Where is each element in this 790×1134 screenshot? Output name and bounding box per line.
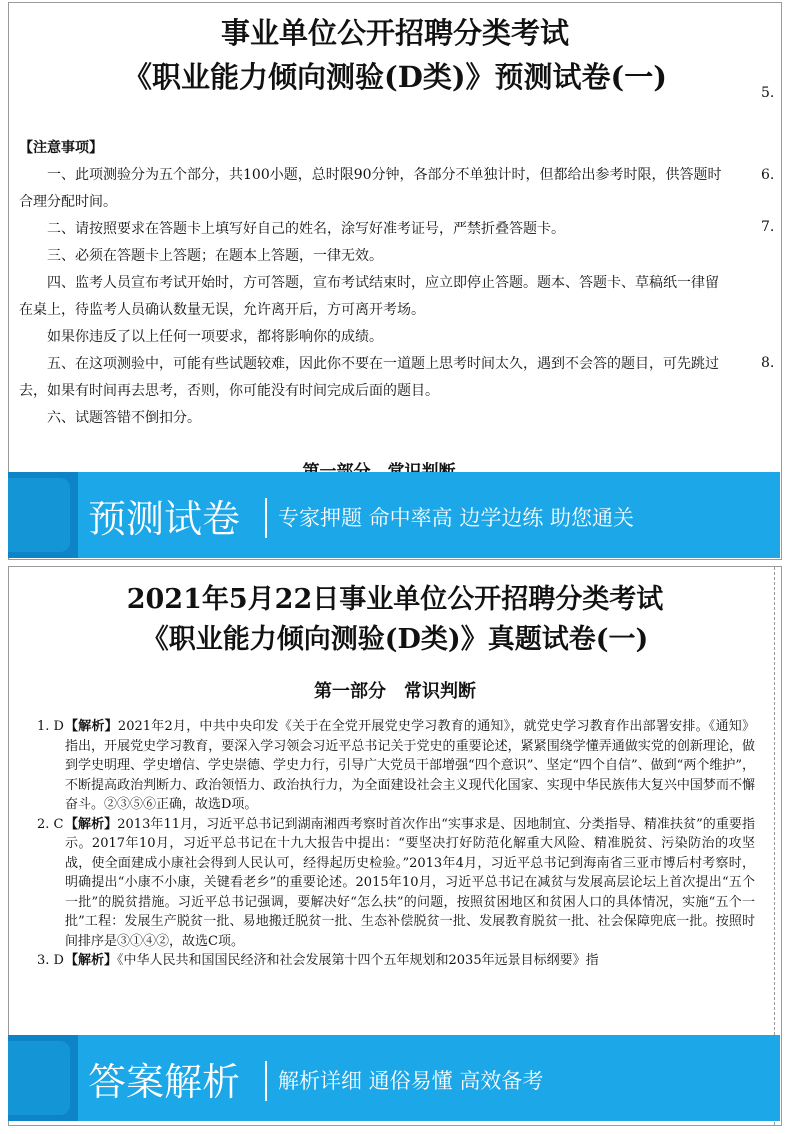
answer-item: [37, 815, 755, 952]
analysis-tag: 【解析】: [65, 953, 118, 968]
banner-accent-tab: [8, 478, 70, 552]
banner-accent-tab: [8, 1041, 70, 1115]
side-question-number: 7.: [761, 219, 775, 235]
banner-divider: [265, 1061, 267, 1101]
banner-title: 预测试卷: [88, 497, 241, 541]
answer-item: [37, 951, 755, 971]
note-item: 六、试题答错不倒扣分。: [47, 410, 201, 426]
answer-number: 3. D: [37, 953, 64, 968]
banner-divider: [265, 498, 267, 538]
paper-title-line1: 事业单位公开招聘分类考试: [220, 16, 569, 50]
side-question-number: 6.: [761, 167, 775, 183]
note-item: 四、监考人员宣布考试开始时，方可答题，宣布考试结束时，应立即停止答题。题本、答题卡、草稿纸一律留在桌上，待监考人员确认数量无误，允许离开后，方可离开考场。: [19, 275, 719, 318]
exam-title-line1: 2021年5月22日事业单位公开招聘分类考试: [126, 584, 664, 615]
banner-slogan: 专家押题 命中率高 边学边练 助您通关: [278, 506, 635, 530]
analysis-tag: 【解析】: [65, 816, 118, 832]
answer-text: 《中华人民共和国国民经济和社会发展第十四个五年规划和2035年远景目标纲要》指: [117, 953, 599, 968]
section-heading: 第一部分 常识判断: [314, 681, 476, 702]
paper-title-line2: 《职业能力倾向测验(D类)》预测试卷(一): [122, 60, 668, 94]
notes-heading: 【注意事项】: [19, 140, 103, 156]
exam-notes: [19, 135, 724, 432]
answer-item: [37, 717, 755, 815]
note-item: 三、必须在答题卡上答题；在题本上答题，一律无效。: [47, 248, 383, 264]
banner-title: 答案解析: [88, 1060, 241, 1104]
answer-text: 2013年11月，习近平总书记到湖南湘西考察时首次作出“实事求是、因地制宜、分类指导、精准扶贫”的重要指示。2017年10月，习近平总书记在十九大报告中提出：“要坚决打好防范化解重大风险、精准脱贫、污染防治的攻坚战，使全面建成小康社会得到人民认可，经得起历史检验。”2013年4月，习近平总书记到海南省三亚市博后村考察时，明确提出“小康不小康，关键看老乡”的重要论述。2015年10月，习近平总书记在减贫与发展高层论坛上首次提出“五个一批”的脱贫措施。习近平总书记强调，要解决好“怎么扶”的问题，按照贫困地区和贫困人口的具体情况，实施“五个一批”工程：发展生产脱贫一批、易地搬迁脱贫一批、生态补偿脱贫一批、发展教育脱贫一批、社会保障兜底一批。按照时间排序是③①④②，故选C项。: [65, 816, 755, 949]
answer-number: 2. C: [37, 816, 64, 832]
exam-title-line2: 《职业能力倾向测验(D类)》真题试卷(一): [141, 624, 649, 655]
prediction-paper-banner: [8, 472, 780, 558]
side-question-number: 5.: [761, 85, 775, 101]
note-item: 一、此项测验分为五个部分，共100小题，总时限90分钟，各部分不单独计时，但都给出参考时限，供答题时合理分配时间。: [19, 167, 722, 210]
note-item: 五、在这项测验中，可能有些试题较难，因此你不要在一道题上思考时间太久，遇到不会答的题目，可先跳过去，如果有时间再去思考，否则，你可能没有时间完成后面的题目。: [19, 356, 719, 399]
answer-list: [37, 717, 755, 971]
note-item: 二、请按照要求在答题卡上填写好自己的姓名，涂写好准考证号，严禁折叠答题卡。: [47, 221, 565, 237]
banner-slogan: 解析详细 通俗易懂 高效备考: [278, 1069, 544, 1093]
answer-text: 2021年2月，中共中央印发《关于在全党开展党史学习教育的通知》，就党史学习教育作出部署安排。《通知》指出，开展党史学习教育，要深入学习领会习近平总书记关于党史的重要论述，紧紧围绕学懂弄通做实党的创新理论，做到学史明理、学史增信、学史崇德、学史力行，引导广大党员干部增强“四个意识”、坚定“四个自信”、做到“两个维护”，不断提高政治判断力、政治领悟力、政治执行力，为全面建设社会主义现代化国家、实现中华民族伟大复兴中国梦而不懈奋斗。②③⑤⑥正确，故选D项。: [65, 719, 755, 812]
side-question-number: 8.: [761, 355, 775, 371]
note-item: 如果你违反了以上任何一项要求，都将影响你的成绩。: [47, 329, 383, 345]
answer-analysis-banner: [8, 1035, 780, 1121]
answer-number: 1. D: [37, 719, 64, 734]
analysis-tag: 【解析】: [65, 719, 118, 734]
